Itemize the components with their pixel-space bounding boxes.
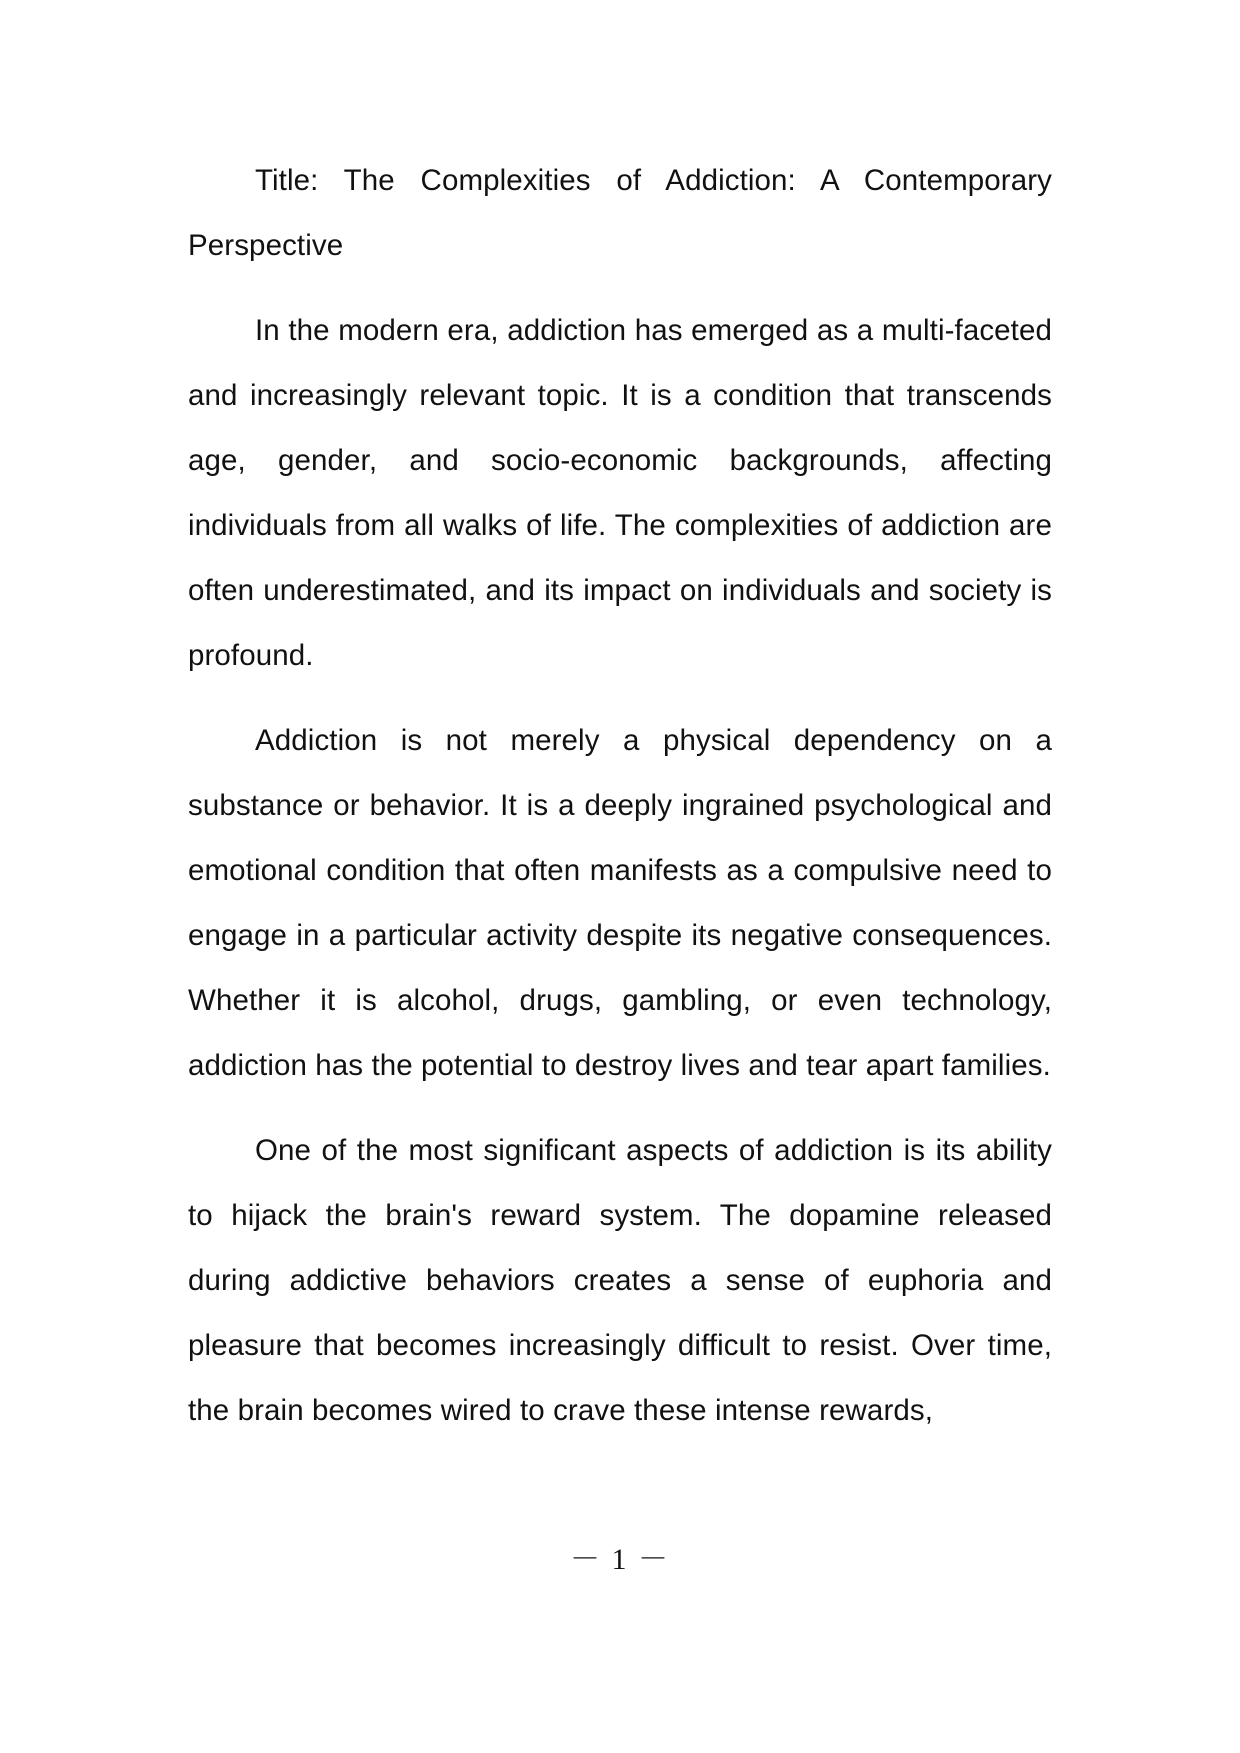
document-body — [188, 148, 1052, 1463]
document-title: Title: The Complexities of Addiction: A Contemporary Perspective — [188, 164, 1052, 262]
page-number: － 1 － — [570, 1543, 670, 1576]
paragraph-2: Addiction is not merely a physical dependency on a substance or behavior. It is a deeply ingrained psychological and emotional condition that often manifests as a compulsive need to engage in a particular activity despite its negative consequences. Whether it is alcohol, drugs, gambling, or even technology, addiction has the potential to destroy lives and tear apart families. — [188, 724, 1052, 1082]
paragraph-3: One of the most significant aspects of addiction is its ability to hijack the brain's reward system. The dopamine released during addictive behaviors creates a sense of euphoria and pleasure that becomes increasingly difficult to resist. Over time, the brain becomes wired to crave these intense rewards, — [188, 1134, 1052, 1427]
paragraph-1: In the modern era, addiction has emerged as a multi-faceted and increasingly relevant topic. It is a condition that transcends age, gender, and socio-economic backgrounds, affecting individuals from all walks of life. The complexities of addiction are often underestimated, and its impact on individuals and society is profound. — [188, 314, 1052, 672]
